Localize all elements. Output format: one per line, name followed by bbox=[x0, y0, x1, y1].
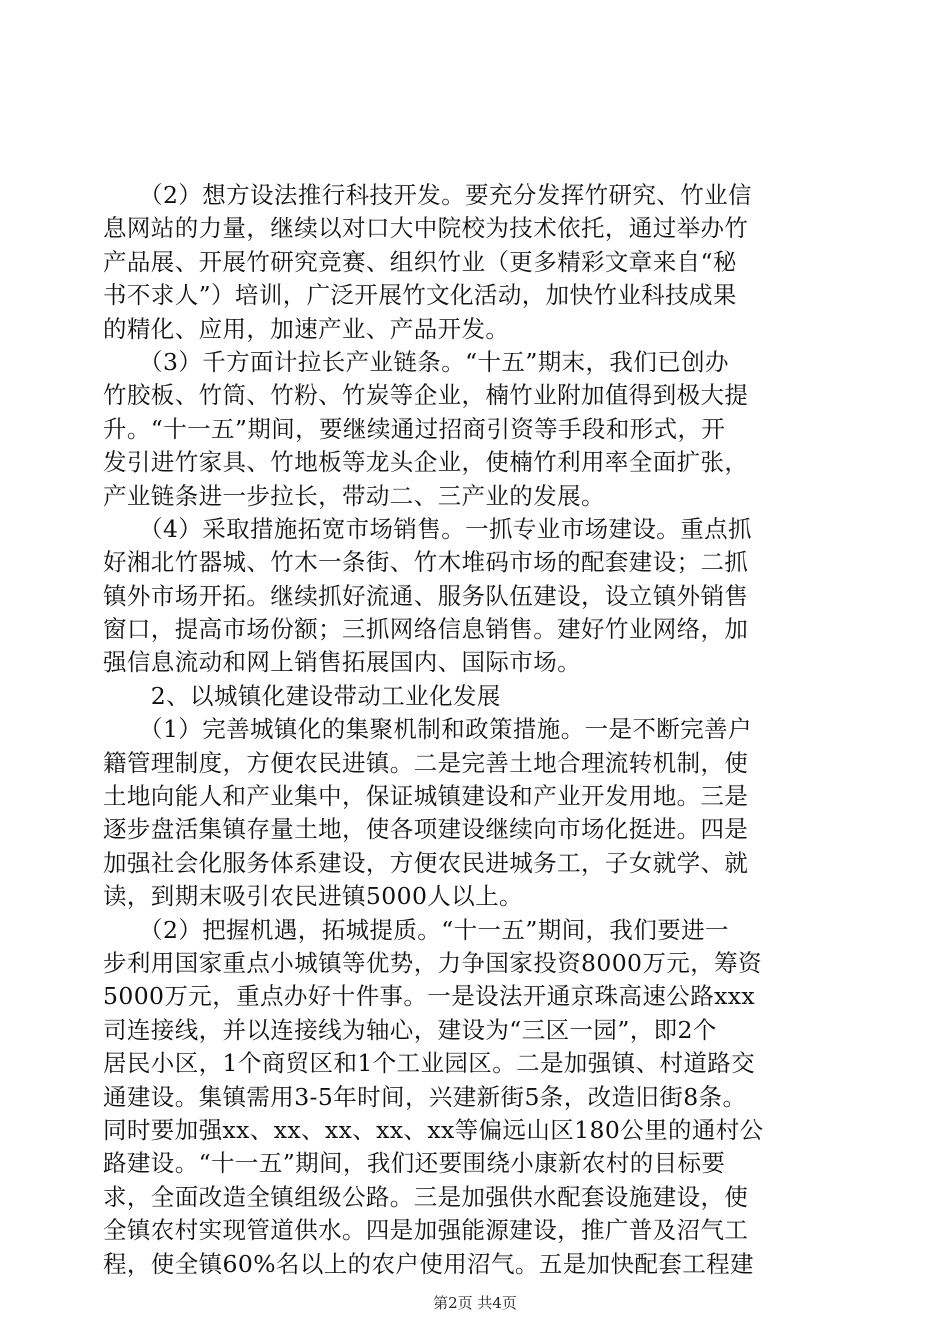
page-footer bbox=[0, 1293, 950, 1313]
section-heading: 2、以城镇化建设带动工业化发展 bbox=[103, 681, 501, 710]
text-line: （2）把握机遇，拓城提质。“十一五”期间，我们要进一 bbox=[103, 915, 729, 944]
text-line: 强信息流动和网上销售拓展国内、国际市场。 bbox=[103, 648, 581, 677]
text-line: 书不求人”）培训，广泛开展竹文化活动，加快竹业科技成果 bbox=[103, 281, 737, 310]
text-line: 竹胶板、竹筒、竹粉、竹炭等企业，楠竹业附加值得到极大提 bbox=[103, 381, 749, 410]
text-line: 步利用国家重点小城镇等优势，力争国家投资8000万元，筹资 bbox=[103, 948, 762, 977]
text-line: 好湘北竹器城、竹木一条街、竹木堆码市场的配套建设；二抓 bbox=[103, 548, 749, 577]
text-line: 司连接线，并以连接线为轴心，建设为“三区一园”，即2个 bbox=[103, 1015, 717, 1044]
text-line: 5000万元，重点办好十件事。一是设法开通京珠高速公路xxx bbox=[103, 982, 756, 1011]
text-line: 的精化、应用，加速产业、产品开发。 bbox=[103, 314, 510, 343]
text-line: 逐步盘活集镇存量土地，使各项建设继续向市场化挺进。四是 bbox=[103, 815, 749, 844]
text-line: （3）千方面计拉长产业链条。“十五”期末，我们已创办 bbox=[103, 347, 729, 376]
text-line: （4）采取措施拓宽市场销售。一抓专业市场建设。重点抓 bbox=[103, 514, 752, 543]
text-line: 息网站的力量，继续以对口大中院校为技术依托，通过举办竹 bbox=[103, 214, 749, 243]
document-body bbox=[103, 179, 863, 1281]
text-line: 通建设。集镇需用3-5年时间，兴建新街5条，改造旧街8条。 bbox=[103, 1082, 747, 1111]
text-line: 镇外市场开拓。继续抓好流通、服务队伍建设，设立镇外销售 bbox=[103, 581, 749, 610]
text-line: （2）想方设法推行科技开发。要充分发挥竹研究、竹业信 bbox=[103, 181, 752, 209]
text-line: 产品展、开展竹研究竞赛、组织竹业（更多精彩文章来自“秘 bbox=[103, 247, 737, 276]
text-line: 加强社会化服务体系建设，方便农民进城务工，子女就学、就 bbox=[103, 848, 749, 877]
text-line: 同时要加强xx、xx、xx、xx、xx等偏远山区180公里的通村公 bbox=[103, 1115, 764, 1144]
text-line: （1）完善城镇化的集聚机制和政策措施。一是不断完善户 bbox=[103, 715, 752, 744]
text-line: 窗口，提高市场份额；三抓网络信息销售。建好竹业网络，加 bbox=[103, 615, 749, 644]
text-line: 全镇农村实现管道供水。四是加强能源建设，推广普及沼气工 bbox=[103, 1216, 749, 1245]
text-line: 程，使全镇60%名以上的农户使用沼气。五是加快配套工程建 bbox=[103, 1249, 754, 1278]
text-line: 产业链条进一步拉长，带动二、三产业的发展。 bbox=[103, 481, 605, 510]
text-line: 发引进竹家具、竹地板等龙头企业，使楠竹利用率全面扩张， bbox=[103, 448, 749, 477]
text-line: 籍管理制度，方便农民进镇。二是完善土地合理流转机制，使 bbox=[103, 748, 749, 777]
text-line: 读，到期末吸引农民进镇5000人以上。 bbox=[103, 882, 523, 911]
text-line: 居民小区，1个商贸区和1个工业园区。二是加强镇、村道路交 bbox=[103, 1049, 756, 1078]
text-line: 求，全面改造全镇组级公路。三是加强供水配套设施建设，使 bbox=[103, 1182, 749, 1211]
text-line: 路建设。“十一五”期间，我们还要围绕小康新农村的目标要 bbox=[103, 1149, 726, 1178]
text-line: 升。“十一五”期间，要继续通过招商引资等手段和形式，开 bbox=[103, 414, 726, 443]
page-number-label: 第2页 共4页 bbox=[433, 1294, 517, 1312]
text-line: 土地向能人和产业集中，保证城镇建设和产业开发用地。三是 bbox=[103, 782, 749, 811]
